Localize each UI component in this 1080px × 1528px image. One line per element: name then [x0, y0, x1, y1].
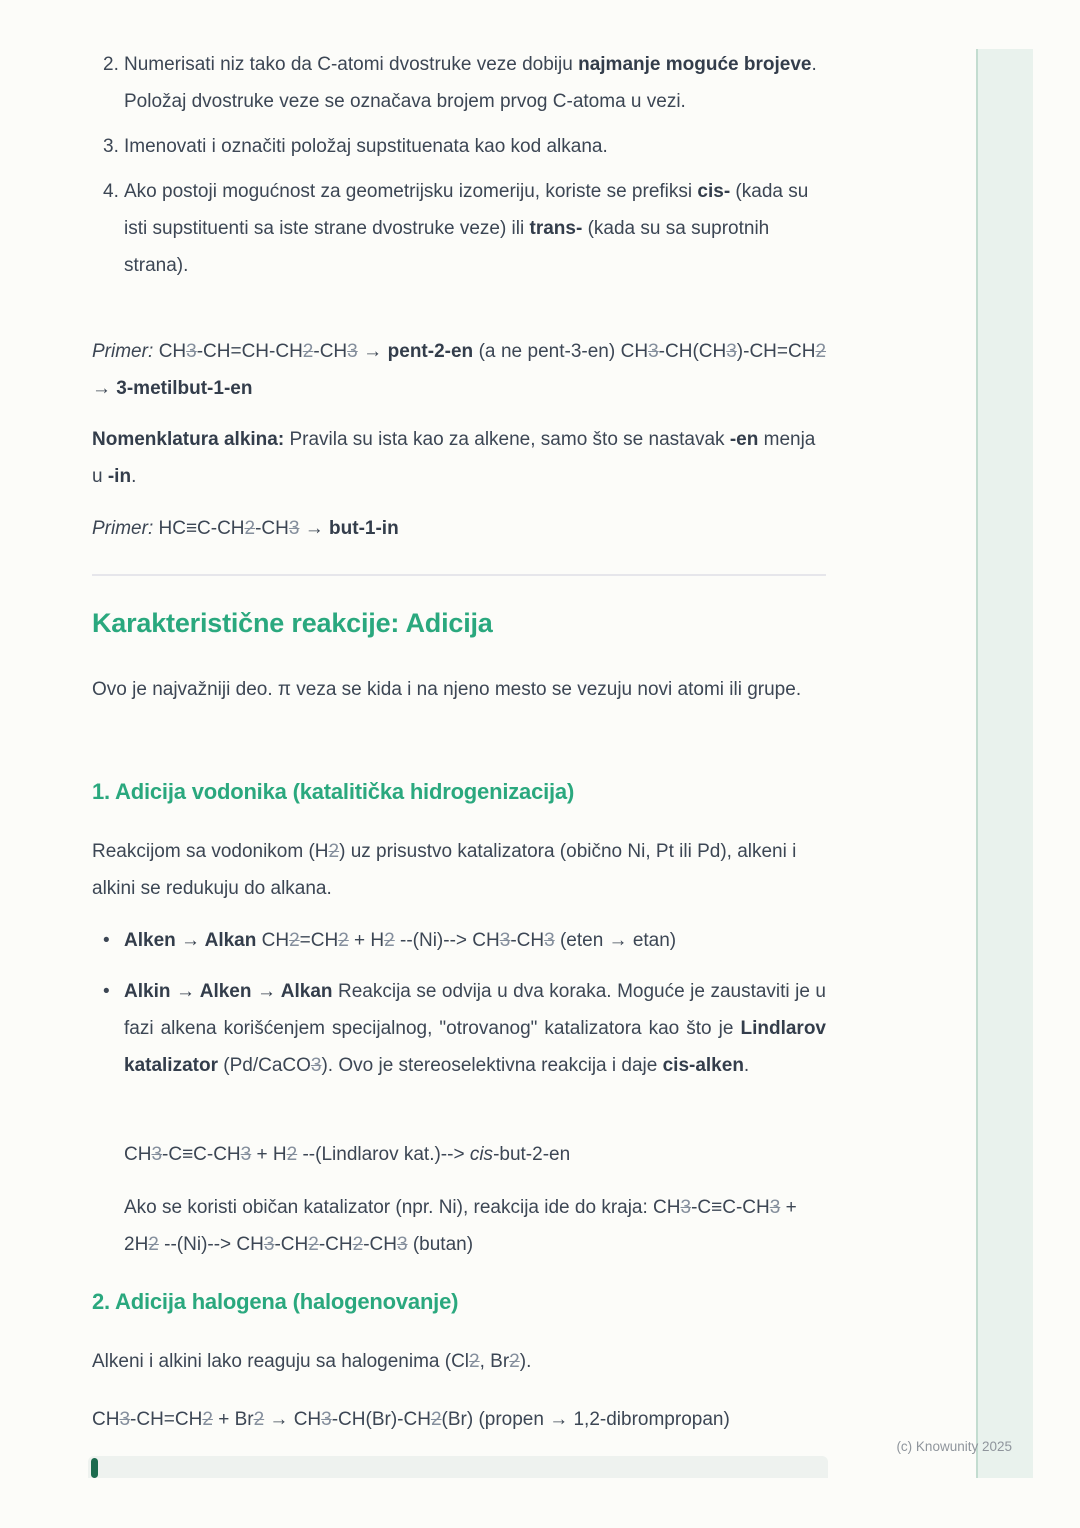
list-item-text: Ako postoji mogućnost za geometrijsku izomeriju, koriste se prefiksi cis- (kada su isti supstituenti sa iste strane dvostruke veze) ili trans- (kada su sa suprotnih strana). [124, 181, 809, 276]
subheading-adicija-vodonika: 1. Adicija vodonika (katalitička hidrogenizacija) [92, 779, 575, 804]
bullet-item [92, 973, 826, 1084]
bullet-item [92, 922, 826, 959]
subheading-adicija-halogena: 2. Adicija halogena (halogenovanje) [92, 1289, 459, 1314]
list-marker: 2. [103, 54, 119, 75]
section-divider [92, 574, 826, 576]
list-item [92, 173, 826, 284]
paragraph-primer-penten: Primer: CH3-CH=CH-CH2-CH3 → pent-2-en (a ne pent-3-en) CH3-CH(CH3)-CH=CH2 → 3-metilbut-1-en [92, 341, 827, 399]
bullet-dot: • [103, 981, 110, 1002]
numbered-list [92, 46, 826, 292]
list-item-text: Imenovati i označiti položaj supstituenata kao kod alkana. [124, 136, 608, 157]
paragraph-pi-veza: Ovo je najvažniji deo. π veza se kida i na njeno mesto se vezuju novi atomi ili grupe. [92, 679, 802, 700]
paragraph-nomenklatura-alkina: Nomenklatura alkina: Pravila su ista kao za alkene, samo što se nastavak -en menja u -in. [92, 429, 816, 487]
bullet-dot: • [103, 930, 110, 951]
formula-propen: CH3-CH=CH2 + Br2 → CH3-CH(Br)-CH2(Br) (propen → 1,2-dibrompropan) [92, 1409, 730, 1430]
right-margin-band [976, 49, 1033, 1478]
list-item [92, 128, 826, 165]
paragraph-primer-butin: Primer: HC≡C-CH2-CH3 → but-1-in [92, 518, 399, 539]
list-item-text: Numerisati niz tako da C-atomi dvostruke veze dobiju najmanje moguće brojeve. Položaj dvostruke veze se označava brojem prvog C-atoma u vezi. [124, 54, 817, 112]
bullet-item-text: Alken → Alkan CH2=CH2 + H2 --(Ni)--> CH3-CH3 (eten → etan) [124, 930, 677, 951]
list-marker: 4. [103, 181, 119, 202]
paragraph-reakcijom: Reakcijom sa vodonikom (H2) uz prisustvo katalizatora (obično Ni, Pt ili Pd), alkeni i alkini se redukuju do alkana. [92, 841, 797, 899]
bullet-list [92, 922, 826, 1098]
callout-box [88, 1456, 828, 1478]
paragraph-obican-katalizator: Ako se koristi običan katalizator (npr. Ni), reakcija ide do kraja: CH3-C≡C-CH3 + 2H2 --(Ni)--> CH3-CH2-CH2-CH3 (butan) [124, 1197, 797, 1255]
heading-karakteristicne-reakcije: Karakteristične reakcije: Adicija [92, 608, 493, 638]
list-marker: 3. [103, 136, 119, 157]
paragraph-halogenima: Alkeni i alkini lako reaguju sa halogenima (Cl2, Br2). [92, 1351, 532, 1372]
formula-lindlarov: CH3-C≡C-CH3 + H2 --(Lindlarov kat.)--> cis-but-2-en [124, 1144, 571, 1165]
copyright-footer: (c) Knowunity 2025 [896, 1439, 1012, 1454]
callout-accent-bar [91, 1458, 98, 1478]
bullet-item-text: Alkin → Alken → Alkan Reakcija se odvija u dva koraka. Moguće je zaustaviti je u fazi alkena korišćenjem specijalnog, "otrovanog" katalizatora kao što je Lindlarov katalizator (Pd/CaCO3). Ovo je stereoselektivna reakcija i daje cis-alken. [124, 981, 826, 1076]
list-item [92, 46, 826, 120]
